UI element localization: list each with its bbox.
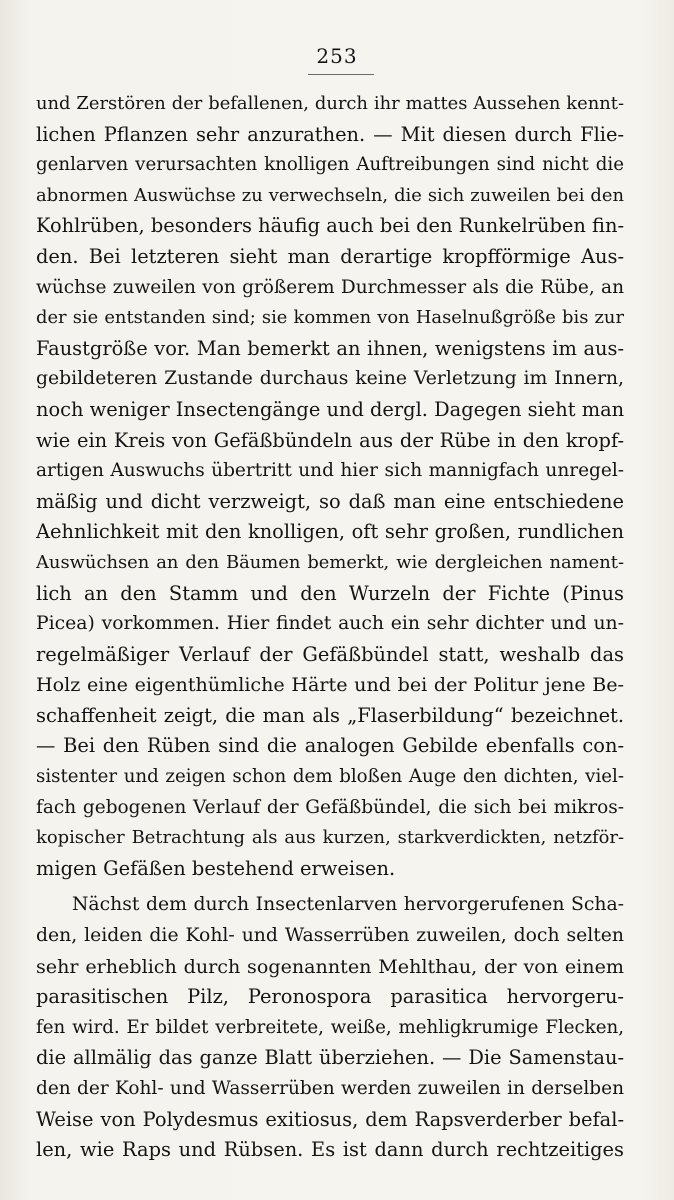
text-line: schaffenheit zeigt, die man als „Flaserbildung“ bezeichnet. xyxy=(36,703,624,727)
text-line: parasitischen Pilz, Peronospora parasitica hervorgeru- xyxy=(36,985,624,1009)
text-line: mäßig und dicht verzweigt, so daß man eine entschiedene xyxy=(36,489,624,513)
text-line: Faustgröße vor. Man bemerkt an ihnen, wenigstens im aus- xyxy=(36,336,624,360)
text-line: fen wird. Er bildet verbreitete, weiße, mehligkrumige Flecken, xyxy=(36,1016,624,1038)
text-line: sistenter und zeigen schon dem bloßen Auge den dichten, viel- xyxy=(36,766,624,788)
text-line: artigen Auswuchs übertritt und hier sich mannigfach unregel- xyxy=(36,460,624,482)
text-line: kopischer Betrachtung als aus kurzen, starkverdickten, netzför- xyxy=(36,827,624,849)
paragraph-1 xyxy=(36,89,624,884)
text-line: lichen Pflanzen sehr anzurathen. — Mit diesen durch Flie- xyxy=(36,122,624,146)
text-line: Picea) vorkommen. Hier findet auch ein sehr dichter und un- xyxy=(36,613,624,635)
text-line: Kohlrüben, besonders häufig auch bei den Runkelrüben fin- xyxy=(36,214,624,238)
text-line: wie ein Kreis von Gefäßbündeln aus der Rübe in den kropf- xyxy=(36,428,624,452)
text-line: und Zerstören der befallenen, durch ihr mattes Aussehen kennt- xyxy=(36,93,624,114)
text-line: lich an den Stamm und den Wurzeln der Fichte (Pinus xyxy=(36,581,624,605)
text-line: migen Gefäßen bestehend erweisen. xyxy=(36,856,396,880)
paragraph-2 xyxy=(36,890,624,1165)
text-line: der sie entstanden sind; sie kommen von Haselnußgröße bis zur xyxy=(36,307,624,329)
text-line: Weise von Polydesmus exitiosus, dem Rapsverderber befal- xyxy=(36,1107,624,1131)
text-line: fach gebogenen Verlauf der Gefäßbündel, die sich bei mikros- xyxy=(36,796,624,818)
text-line: wüchse zuweilen von größerem Durchmesser als die Rübe, an xyxy=(36,276,624,298)
text-line: len, wie Raps und Rübsen. Es ist dann durch rechtzeitiges xyxy=(36,1138,624,1162)
page-number: 253 xyxy=(316,44,358,68)
text-line: genlarven verursachten knolligen Auftreibungen sind nicht die xyxy=(36,154,624,176)
text-line: den der Kohl- und Wasserrüben werden zuweilen in derselben xyxy=(36,1078,624,1099)
body-text xyxy=(36,89,624,1166)
text-line: sehr erheblich durch sogenannten Mehlthau, der von einem xyxy=(36,954,624,978)
text-line: Aehnlichkeit mit den knolligen, oft sehr großen, rundlichen xyxy=(36,520,624,544)
text-line: gebildeteren Zustande durchaus keine Verletzung im Innern, xyxy=(36,368,624,390)
text-line: Nächst dem durch Insectenlarven hervorgerufenen Scha- xyxy=(72,894,624,916)
text-line: Auswüchsen an den Bäumen bemerkt, wie dergleichen nament- xyxy=(36,551,624,573)
header-rule xyxy=(308,74,374,75)
text-line: Holz eine eigenthümliche Härte und bei der Politur jene Be- xyxy=(36,673,624,697)
text-line: abnormen Auswüchse zu verwechseln, die sich zuweilen bei den xyxy=(36,184,624,206)
text-line: noch weniger Insectengänge und dergl. Dagegen sieht man xyxy=(36,397,624,421)
text-line: regelmäßiger Verlauf der Gefäßbündel statt, weshalb das xyxy=(36,642,624,666)
text-line: den, leiden die Kohl- und Wasserrüben zuweilen, doch selten xyxy=(36,925,624,947)
text-line: die allmälig das ganze Blatt überziehen. — Die Samenstau- xyxy=(36,1046,624,1070)
text-line: — Bei den Rüben sind die analogen Gebilde ebenfalls con- xyxy=(36,734,624,758)
text-line: den. Bei letzteren sieht man derartige kropfförmige Aus- xyxy=(36,244,624,268)
